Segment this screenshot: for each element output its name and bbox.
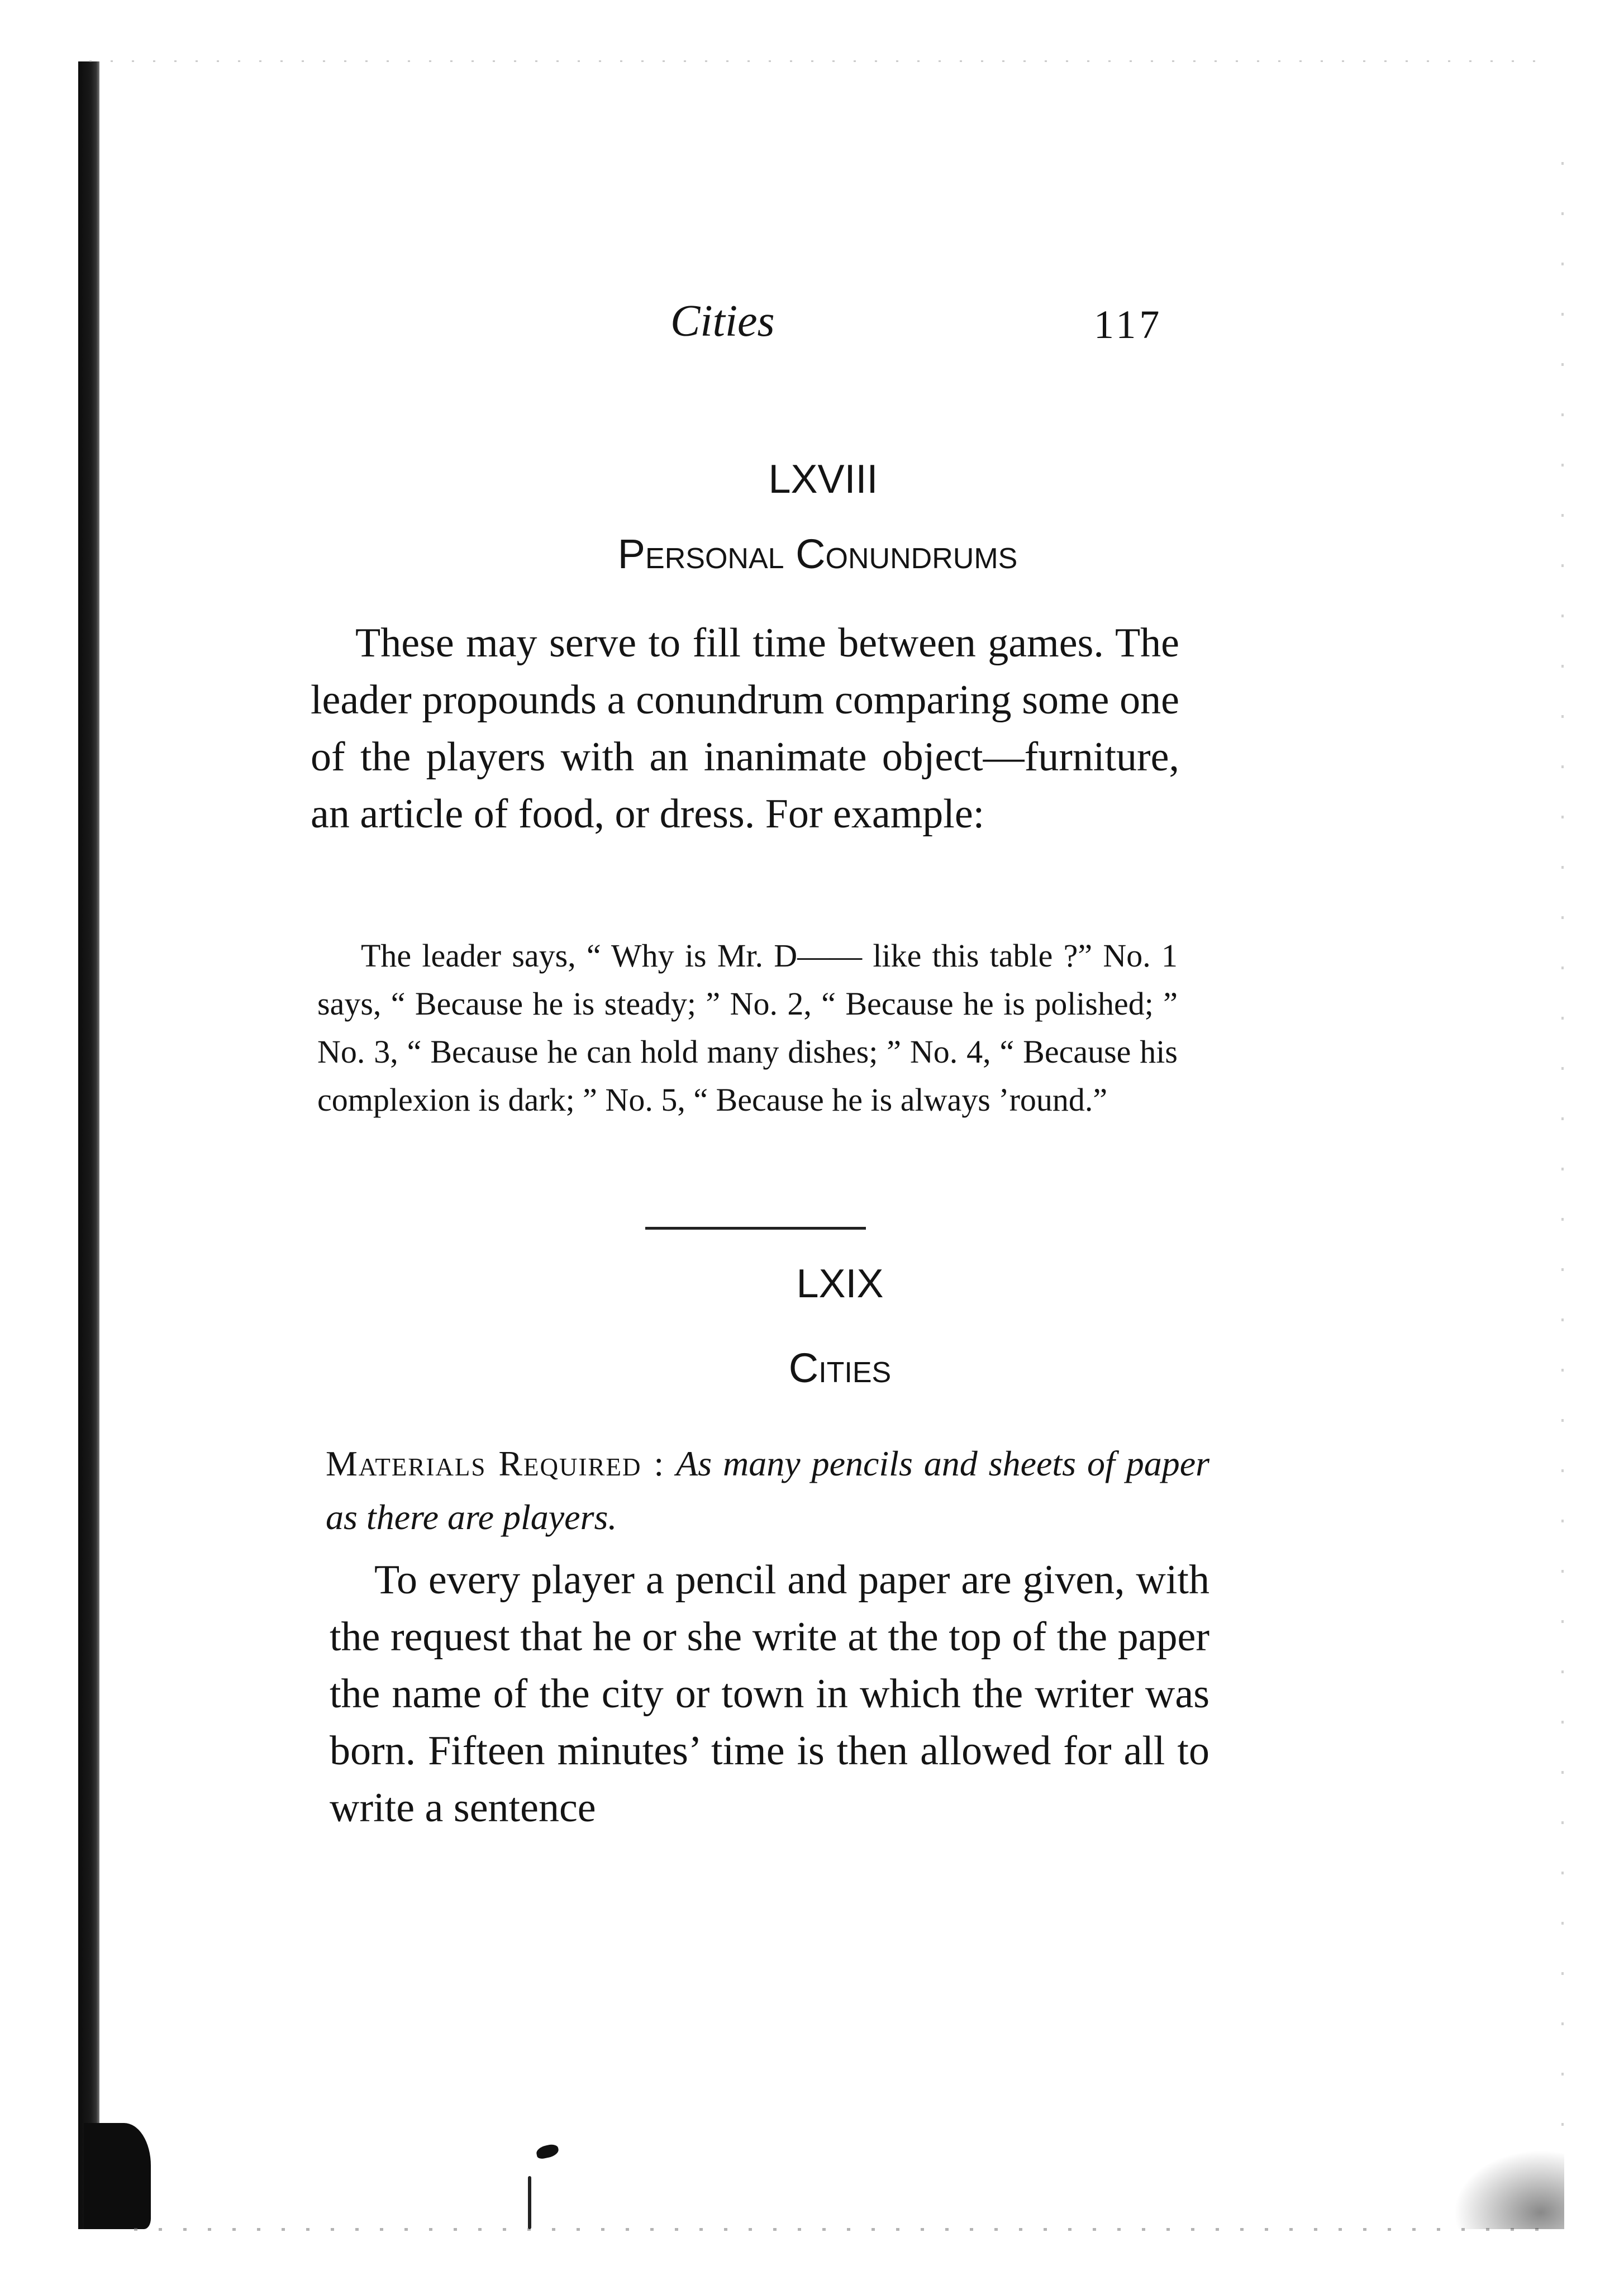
body-paragraph: To every player a pencil and paper are given, with the request that he or she write at the top of the paper the name of the city or town in which the writer was born. Fifteen minutes’ time is then allowed for all to write a sentence [330, 1557, 1209, 1831]
page-number: 117 [1094, 302, 1163, 347]
body-paragraph: These may serve to fill time between games. The leader propounds a conundrum comparing some one of the players with an inanimate object—furniture, an article of food, or dress. For example: [311, 620, 1179, 837]
materials-label: Materials Required : [326, 1444, 665, 1483]
scan-corner-smudge [1447, 2145, 1564, 2229]
scan-speckle-bottom [134, 2228, 1553, 2231]
materials-text: As many pencils and sheets of paper as there are players. [326, 1444, 1210, 1537]
book-spine-shadow-foot [84, 2123, 151, 2229]
section-number: LXIX [796, 1261, 884, 1306]
example-block: The leader says, “ Why is Mr. D—— like this table ?” No. 1 says, “ Because he is steady; ” No. 2, “ Because he is polished; ” No. 3, “ Because he can hold many dishes; ” No. 4, “ Because his complexion is dark; ” No. 5, “ Because he is always ’round.” [317, 937, 1178, 1118]
section-number: LXVIII [768, 457, 878, 502]
scan-stray-stroke [528, 2176, 531, 2229]
section-title: Personal Conundrums [617, 531, 1018, 577]
running-head: Cities [670, 297, 775, 346]
materials-required [326, 1437, 1209, 1544]
section-divider [645, 1227, 866, 1230]
book-spine-shadow [78, 61, 99, 2229]
section-title: Cities [788, 1345, 892, 1391]
scan-stray-mark [535, 2143, 560, 2160]
scan-speckle-top [89, 60, 1542, 62]
